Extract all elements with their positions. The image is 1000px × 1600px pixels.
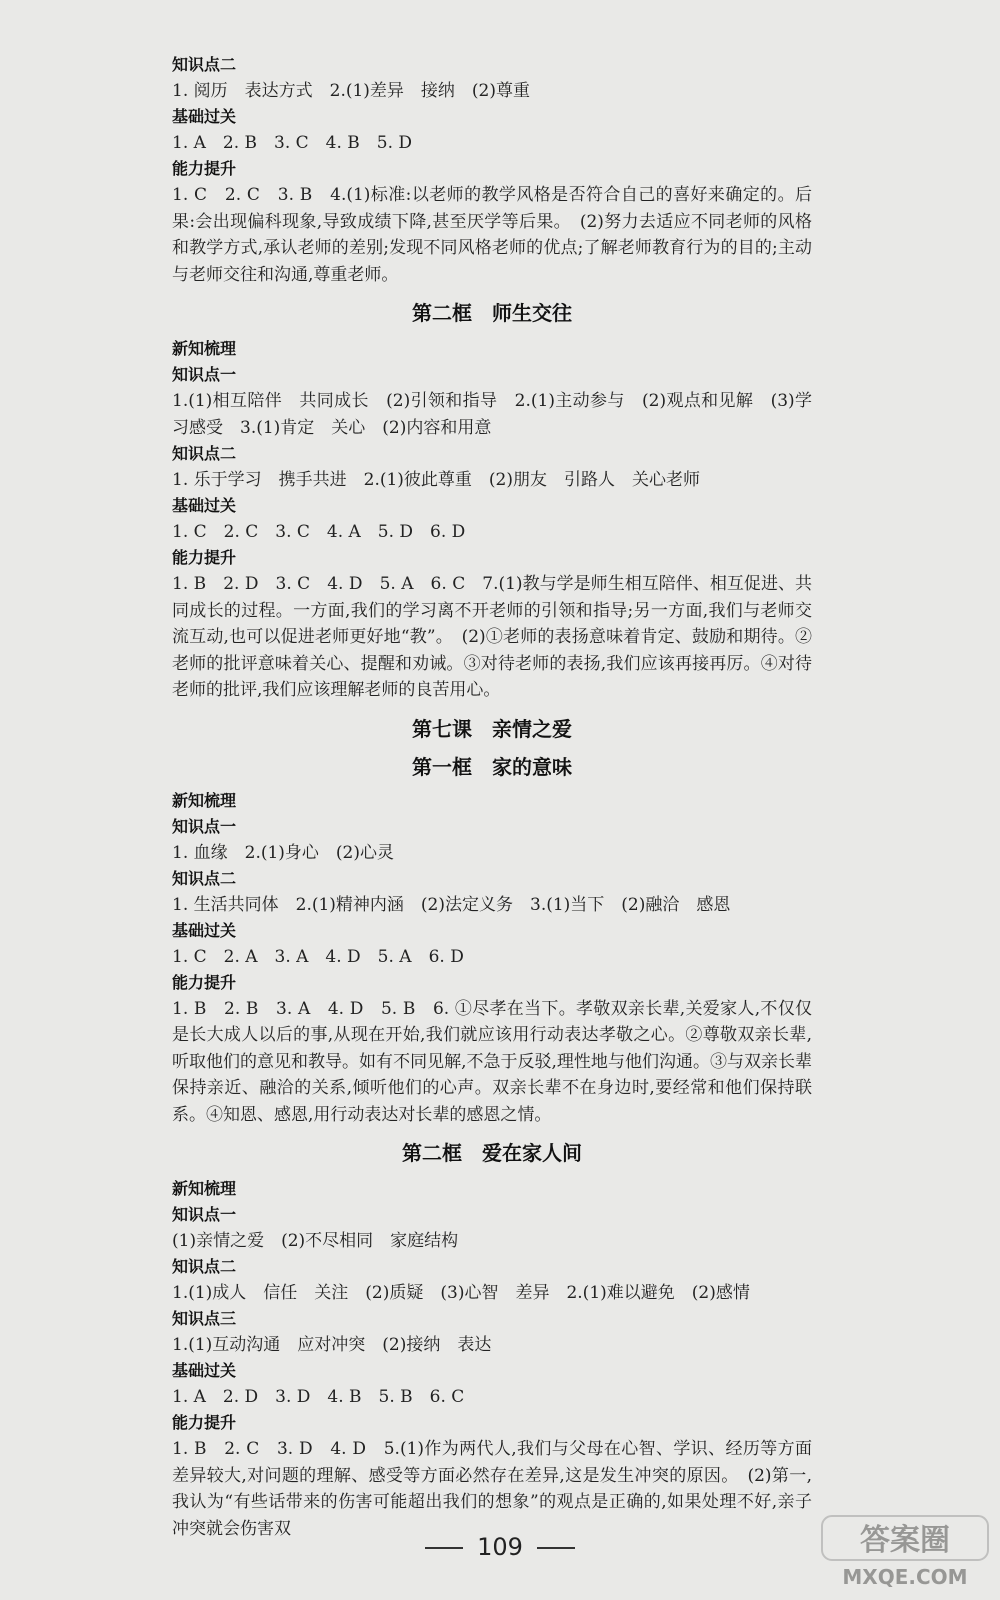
section-heading: 第一框 家的意味 — [412, 754, 572, 779]
watermark-bottom-text: MXQE.COM — [842, 1565, 968, 1589]
section-label: 知识点二 — [172, 1257, 237, 1276]
text-line: 1. C 2. A 3. A 4. D 5. A 6. D — [172, 946, 464, 967]
section-label: 知识点二 — [172, 55, 237, 74]
text-line: 1.(1)成人 信任 关注 (2)质疑 (3)心智 差异 2.(1)难以避免 (2)感情 — [172, 1283, 750, 1303]
text-line: 1. C 2. C 3. C 4. A 5. D 6. D — [172, 522, 466, 542]
section-label: 能力提升 — [172, 972, 237, 992]
text-line: 1. 血缘 2.(1)身心 (2)心灵 — [172, 842, 395, 863]
section-label: 能力提升 — [172, 1413, 237, 1432]
text-line: 1. A 2. B 3. C 4. B 5. D — [172, 133, 413, 153]
section-label: 能力提升 — [172, 159, 237, 178]
section-label: 基础过关 — [172, 107, 237, 126]
text-line: 1. 阅历 表达方式 2.(1)差异 接纳 (2)尊重 — [172, 81, 531, 101]
section-label: 基础过关 — [172, 920, 237, 940]
text-line: 1. A 2. D 3. D 4. B 5. B 6. C — [172, 1387, 465, 1407]
footer-dash-right — [537, 1547, 575, 1549]
section-label: 知识点一 — [172, 816, 237, 836]
text-line: 1.(1)互动沟通 应对冲突 (2)接纳 表达 — [172, 1335, 492, 1355]
answer-paragraph: 1. C 2. C 3. B 4.(1)标准:以老师的教学风格是否符合自己的喜好来确定的。后果:会出现偏科现象,导致成绩下降,甚至厌学等后果。 (2)努力去适应不同老师的风格和教学方式,承认老师的差别;发现不同风格老师的优点;了解老师教育行为的目的;主动与老师交往和沟通,尊重老师。 — [172, 185, 812, 285]
watermark-icon — [820, 1512, 990, 1592]
section-heading: 第二框 师生交往 — [412, 301, 572, 325]
section-label: 能力提升 — [172, 548, 237, 567]
answer-paragraph: 1. B 2. D 3. C 4. D 5. A 6. C 7.(1)教与学是师生相互陪伴、相互促进、共同成长的过程。一方面,我们的学习离不开老师的引领和指导;另一方面,我们与老师交流互动,也可以促进老师更好地“教”。 (2)①老师的表扬意味着肯定、鼓励和期待。②老师的批评意味着关心、提醒和劝诫。③对待老师的表扬,我们应该再接再厉。④对待老师的批评,我们应该理解老师的良苦用心。 — [172, 574, 812, 700]
section-label: 新知梳理 — [172, 790, 237, 810]
answer-paragraph: 1. B 2. B 3. A 4. D 5. B 6. ①尽孝在当下。孝敬双亲长辈,关爱家人,不仅仅是长大成人以后的事,从现在开始,我们就应该用行动表达孝敬之心。②尊敬双亲长辈,听取他们的意见和教导。如有不同见解,不急于反驳,理性地与他们沟通。③与双亲长辈保持亲近、融洽的关系,倾听他们的心声。双亲长辈不在身边时,要经常和他们保持联系。④知恩、感恩,用行动表达对长辈的感恩之情。 — [172, 998, 812, 1125]
text-line: (1)亲情之爱 (2)不尽相同 家庭结构 — [172, 1231, 459, 1251]
text-line: 1. 生活共同体 2.(1)精神内涵 (2)法定义务 3.(1)当下 (2)融洽 感恩 — [172, 894, 731, 915]
watermark-top-text: 答案圈 — [860, 1523, 950, 1558]
watermark-logo — [820, 1512, 990, 1592]
text-line: 1. 乐于学习 携手共进 2.(1)彼此尊重 (2)朋友 引路人 关心老师 — [172, 470, 701, 490]
answer-content — [172, 52, 812, 1542]
page-number: 109 — [477, 1533, 523, 1561]
section-label: 基础过关 — [172, 496, 237, 515]
section-label: 新知梳理 — [172, 1179, 237, 1198]
answer-paragraph: 1. B 2. C 3. D 4. D 5.(1)作为两代人,我们与父母在心智、学识、经历等方面差异较大,对问题的理解、感受等方面必然存在差异,这是发生冲突的原因。 (2)第一,我认为“有些话带来的伤害可能超出我们的想象”的观点是正确的,如果处理不好,亲子冲突就会伤害双 — [172, 1439, 812, 1539]
footer-dash-left — [425, 1547, 463, 1549]
section-heading: 第七课 亲情之爱 — [412, 716, 572, 741]
section-label: 知识点二 — [172, 868, 237, 888]
section-heading: 第二框 爱在家人间 — [402, 1141, 582, 1165]
section-label: 知识点一 — [172, 365, 237, 384]
answer-paragraph: 1.(1)相互陪伴 共同成长 (2)引领和指导 2.(1)主动参与 (2)观点和见解 (3)学习感受 3.(1)肯定 关心 (2)内容和用意 — [172, 391, 812, 438]
section-label: 知识点一 — [172, 1205, 237, 1224]
section-label: 知识点三 — [172, 1309, 237, 1328]
section-label: 新知梳理 — [172, 339, 237, 358]
section-label: 基础过关 — [172, 1361, 237, 1380]
section-label: 知识点二 — [172, 444, 237, 463]
